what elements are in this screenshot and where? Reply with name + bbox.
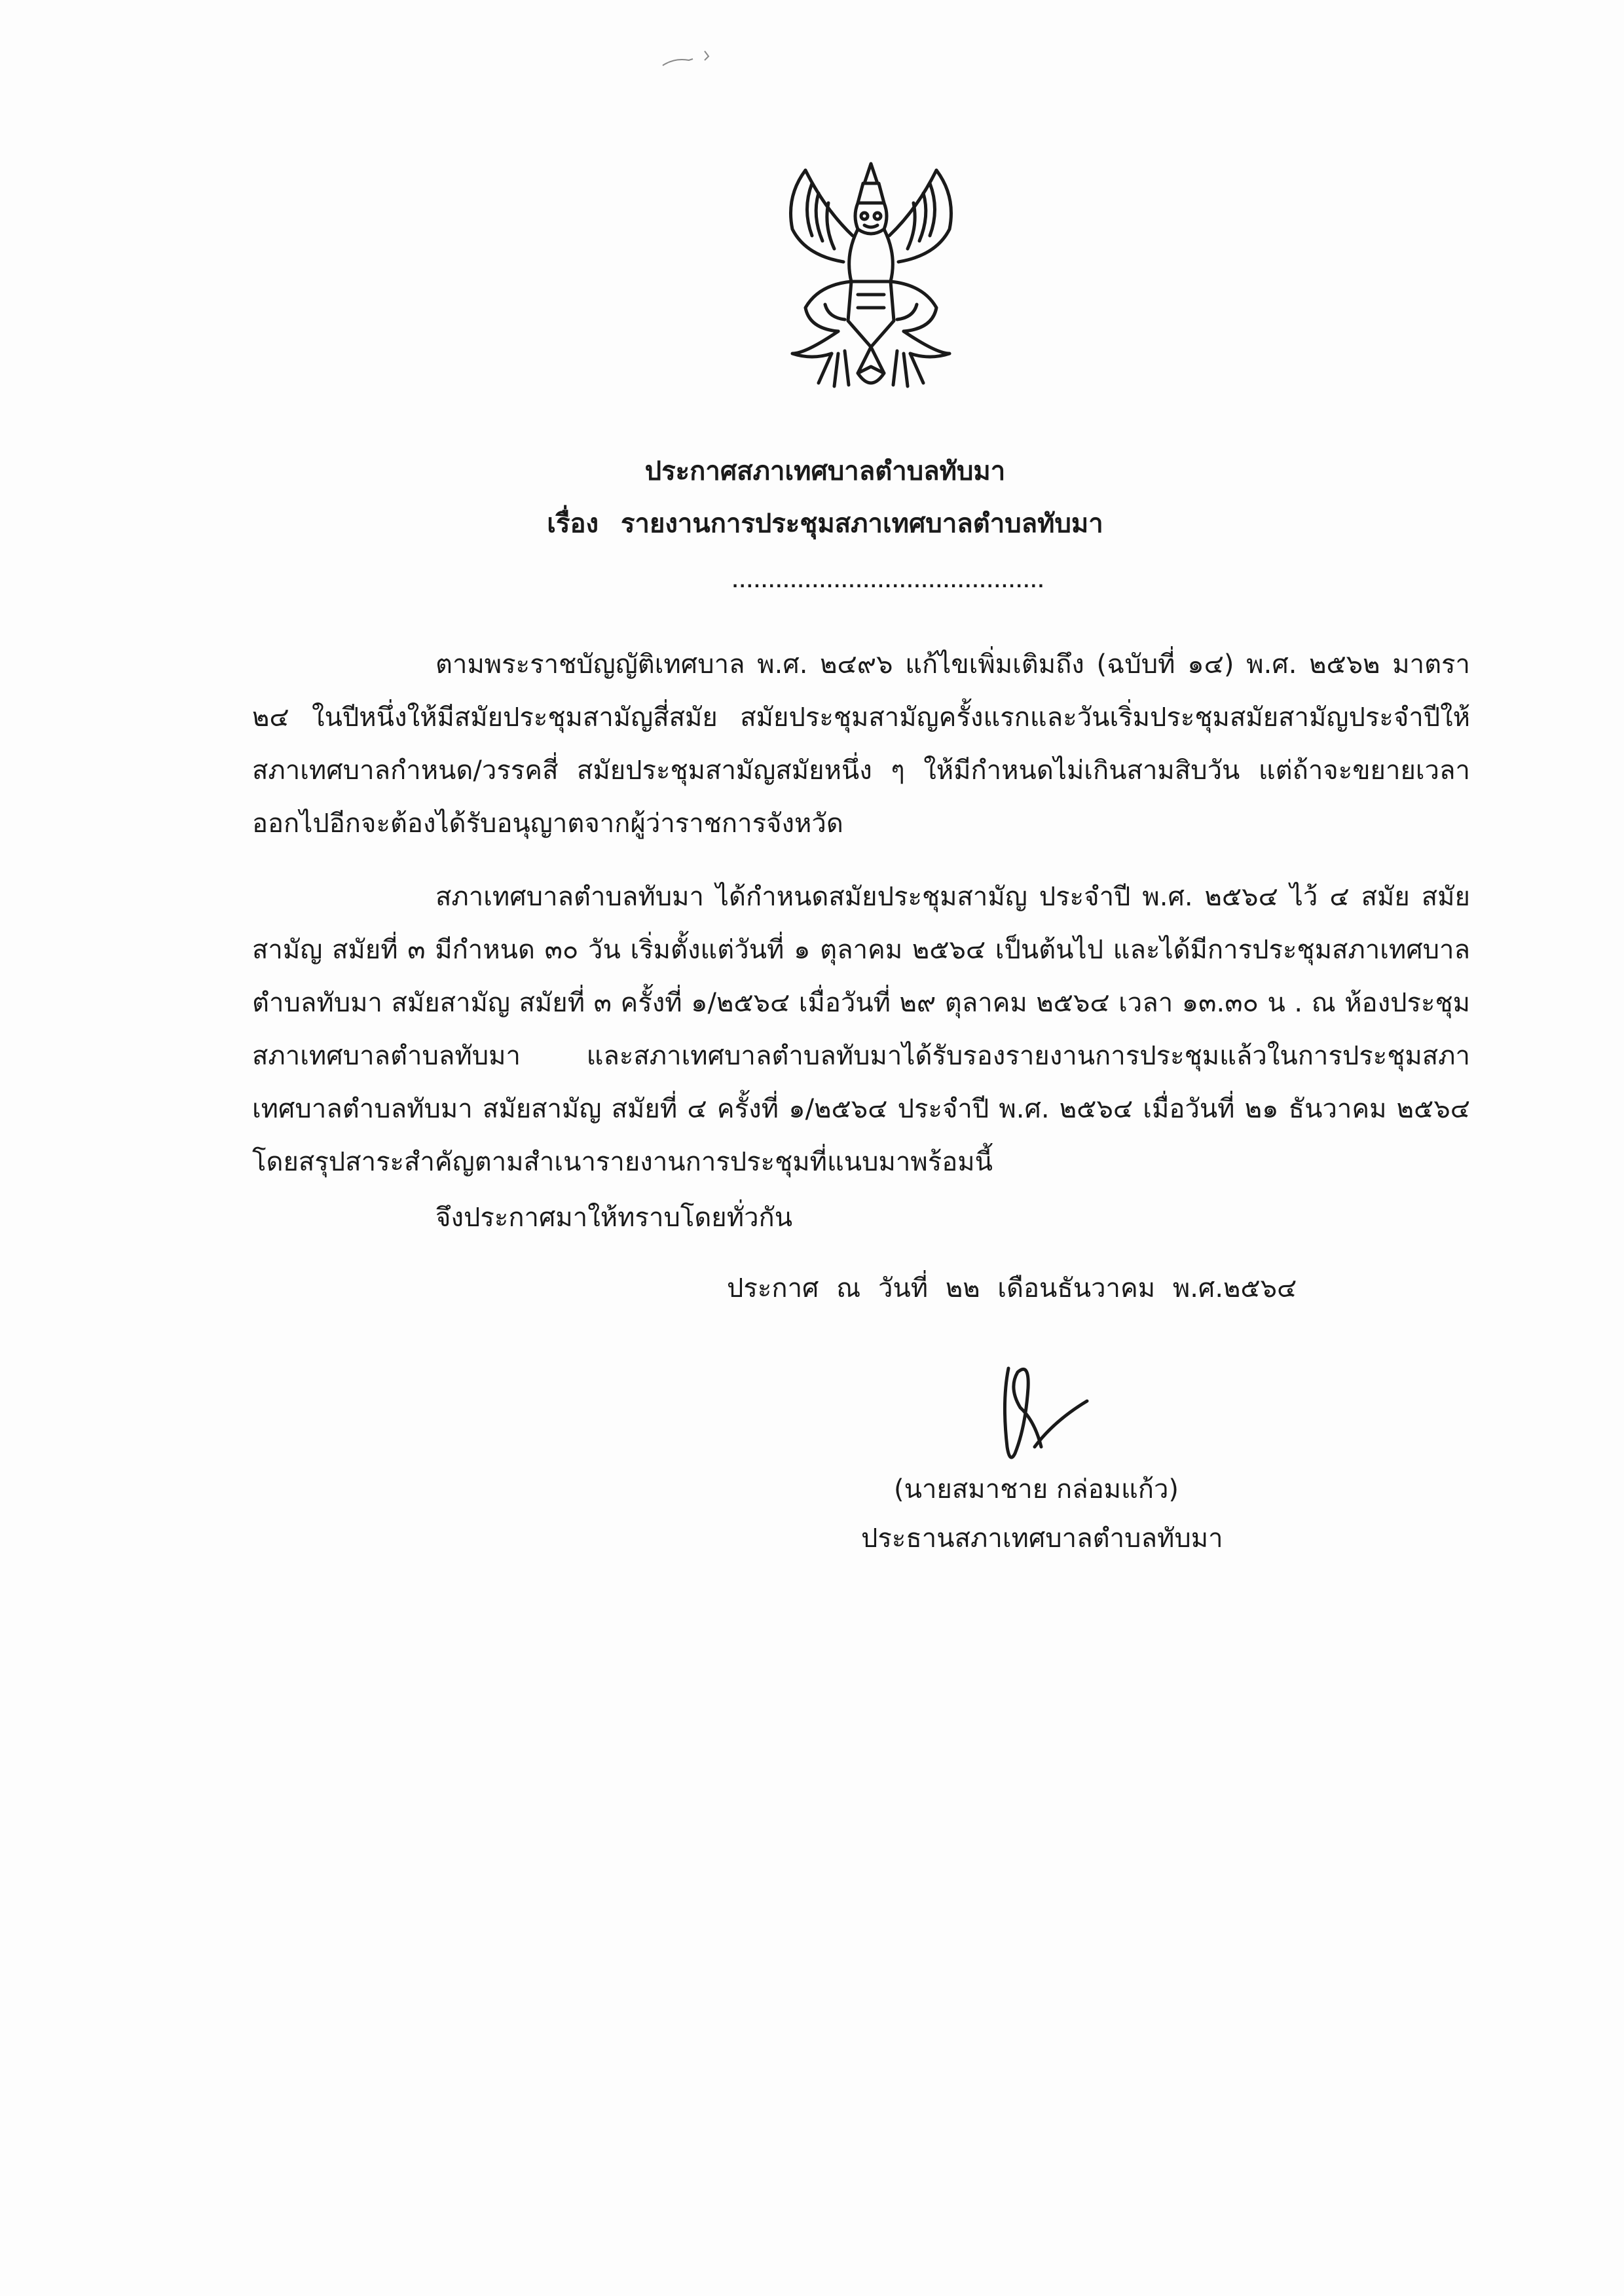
garuda-emblem-icon bbox=[766, 157, 976, 406]
body-paragraph-1: ตามพระราชบัญญัติเทศบาล พ.ศ. ๒๔๙๖ แก้ไขเพิ่มเติมถึง (ฉบับที่ ๑๔) พ.ศ. ๒๕๖๒ มาตรา ๒๔ ในปีหนึ่งให้มีสมัยประชุมสามัญสี่สมัย สมัยประชุมสามัญครั้งแรกและวันเริ่มประชุมสมัยสามัญประจำปีให้สภาเทศบาลกำหนด/วรรคสี่ สมัยประชุมสามัญสมัยหนึ่ง ๆ ให้มีกำหนดไม่เกินสามสิบวัน แต่ถ้าจะขยายเวลาออกไปอีกจะต้องได้รับอนุญาตจากผู้ว่าราชการจังหวัด bbox=[252, 649, 1470, 839]
document-title: ประกาศสภาเทศบาลตำบลทับมา bbox=[644, 456, 1006, 486]
body-paragraph-3: จึงประกาศมาให้ทราบโดยทั่วกัน bbox=[435, 1203, 793, 1233]
signer-name: (นายสมาชาย กล่อมแก้ว) bbox=[894, 1474, 1179, 1504]
announcement-date: ประกาศ ณ วันที่ ๒๒ เดือนธันวาคม พ.ศ.๒๕๖๔ bbox=[727, 1273, 1297, 1303]
body-paragraph-2: สภาเทศบาลตำบลทับมา ได้กำหนดสมัยประชุมสามัญ ประจำปี พ.ศ. ๒๕๖๔ ไว้ ๔ สมัย สมัยสามัญ สมัยที่ ๓ มีกำหนด ๓๐ วัน เริ่มตั้งแต่วันที่ ๑ ตุลาคม ๒๕๖๔ เป็นต้นไป และได้มีการประชุมสภาเทศบาลตำบลทับมา สมัยสามัญ สมัยที่ ๓ ครั้งที่ ๑/๒๕๖๔ เมื่อวันที่ ๒๙ ตุลาคม ๒๕๖๔ เวลา ๑๓.๓๐ น . ณ ห้องประชุมสภาเทศบาลตำบลทับมา และสภาเทศบาลตำบลทับมาได้รับรองรายงานการประชุมแล้วในการประชุมสภาเทศบาลตำบลทับมา สมัยสามัญ สมัยที่ ๔ ครั้งที่ ๑/๒๕๖๔ ประจำปี พ.ศ. ๒๕๖๔ เมื่อวันที่ ๒๑ ธันวาคม ๒๕๖๔ โดยสรุปสาระสำคัญตามสำเนารายงานการประชุมที่แนบมาพร้อมนี้ bbox=[252, 882, 1470, 1177]
subject-text: รายงานการประชุมสภาเทศบาลตำบลทับมา bbox=[621, 509, 1103, 539]
signer-position: ประธานสภาเทศบาลตำบลทับมา bbox=[861, 1523, 1223, 1554]
scan-artifact-mark bbox=[661, 46, 714, 72]
subject-label: เรื่อง bbox=[547, 509, 599, 539]
title-divider: ........................................... bbox=[732, 573, 1046, 591]
document-subject bbox=[0, 504, 1624, 543]
handwritten-signature bbox=[989, 1349, 1094, 1473]
